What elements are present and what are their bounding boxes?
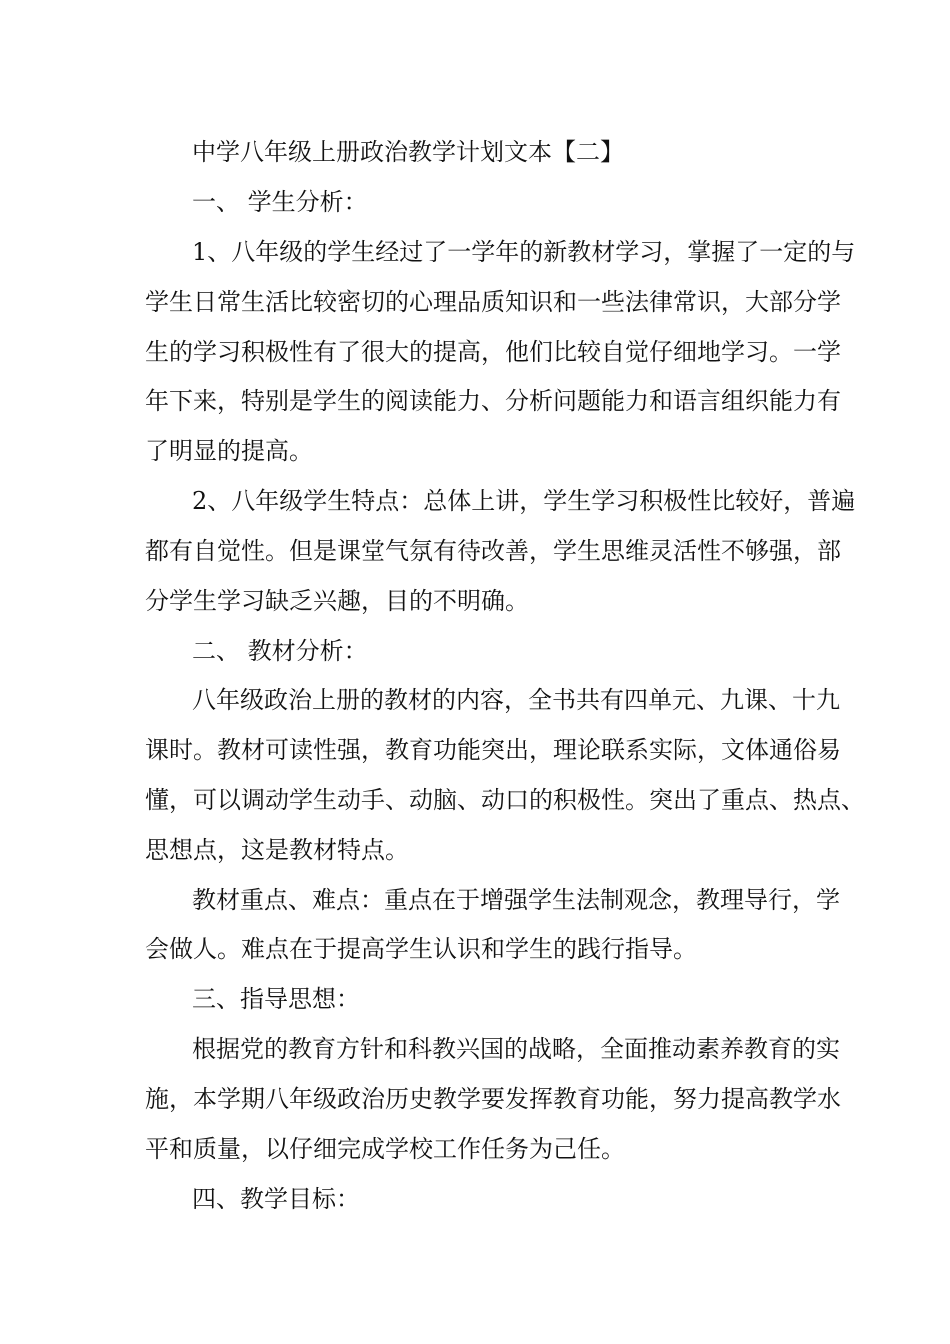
section-heading-textbook-analysis: 二、 教材分析：	[192, 637, 368, 665]
section-heading-teaching-goals: 四、教学目标：	[192, 1185, 360, 1213]
paragraph-line: 2、八年级学生特点：总体上讲，学生学习积极性比较好，普遍	[192, 487, 856, 515]
paragraph-line: 八年级政治上册的教材的内容，全书共有四单元、九课、十九	[192, 686, 840, 714]
paragraph-line: 分学生学习缺乏兴趣，目的不明确。	[145, 587, 529, 615]
paragraph-line: 学生日常生活比较密切的心理品质知识和一些法律常识，大部分学	[145, 288, 841, 316]
paragraph-line: 生的学习积极性有了很大的提高，他们比较自觉仔细地学习。一学	[145, 338, 841, 366]
paragraph-line: 年下来，特别是学生的阅读能力、分析问题能力和语言组织能力有	[145, 387, 841, 415]
paragraph-line: 懂，可以调动学生动手、动脑、动口的积极性。突出了重点、热点、	[145, 786, 865, 814]
paragraph-line: 1、八年级的学生经过了一学年的新教材学习，掌握了一定的与	[192, 238, 856, 266]
paragraph-line: 教材重点、难点：重点在于增强学生法制观念，教理导行，学	[192, 886, 840, 914]
paragraph-line: 根据党的教育方针和科教兴国的战略，全面推动素养教育的实	[192, 1035, 840, 1063]
paragraph-line: 会做人。难点在于提高学生认识和学生的践行指导。	[145, 935, 697, 963]
paragraph-line: 施，本学期八年级政治历史教学要发挥教育功能，努力提高教学水	[145, 1085, 841, 1113]
section-heading-guiding-ideology: 三、指导思想：	[192, 985, 360, 1013]
paragraph-line: 了明显的提高。	[145, 437, 313, 465]
section-heading-student-analysis: 一、 学生分析：	[192, 188, 368, 216]
paragraph-line: 课时。教材可读性强，教育功能突出，理论联系实际，文体通俗易	[145, 736, 841, 764]
paragraph-line: 思想点，这是教材特点。	[145, 836, 409, 864]
paragraph-line: 平和质量，以仔细完成学校工作任务为己任。	[145, 1135, 625, 1163]
paragraph-line: 都有自觉性。但是课堂气氛有待改善，学生思维灵活性不够强，部	[145, 537, 841, 565]
document-title: 中学八年级上册政治教学计划文本【二】	[192, 138, 624, 166]
